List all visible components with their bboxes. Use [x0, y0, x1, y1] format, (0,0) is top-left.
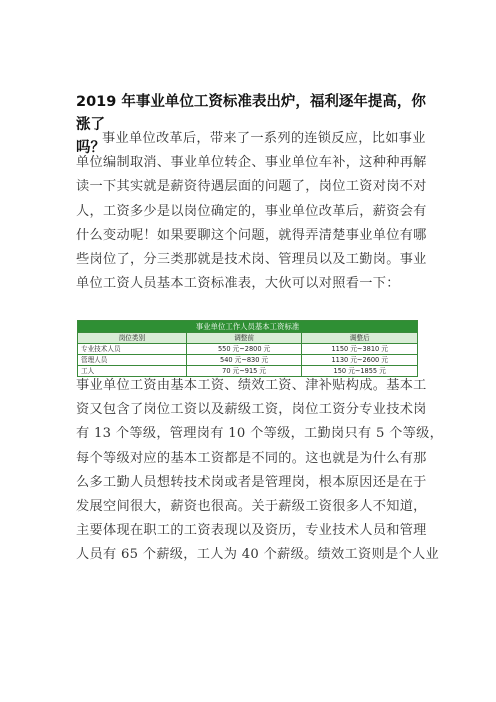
paragraph-line: 读一下其实就是薪资待遇层面的问题了，岗位工资对岗不对 — [76, 179, 427, 195]
table-cell: 1130 元~2600 元 — [302, 355, 418, 366]
paragraph-line: 主要体现在职工的工资表现以及资历，专业技术人员和管理 — [76, 523, 427, 539]
paragraph-line: 每个等级对应的基本工资都是不同的。这也就是为什么有那 — [76, 450, 427, 466]
table-row — [78, 344, 418, 355]
salary-standard-table — [77, 320, 418, 377]
paragraph-line: 人，工资多少是以岗位确定的，事业单位改革后，薪资会有 — [76, 203, 427, 219]
paragraph-line: 资又包含了岗位工资以及薪级工资，岗位工资分专业技术岗 — [76, 402, 427, 418]
paragraph-line: 些岗位了，分三类那就是技术岗、管理员以及工勤岗。事业 — [76, 252, 427, 268]
table-cell: 工人 — [78, 366, 187, 377]
paragraph-line: 什么变动呢！如果要聊这个问题，就得弄清楚事业单位有哪 — [76, 227, 427, 243]
paragraph-line: 么多工勤人员想转技术岗或者是管理岗，根本原因还是在于 — [76, 474, 427, 490]
paragraph-line: 事业单位工资由基本工资、绩效工资、津补贴构成。基本工 — [76, 378, 427, 393]
paragraph-line: 有 13 个等级，管理岗有 10 个等级，工勤岗只有 5 个等级， — [76, 426, 444, 442]
paragraph-line: 单位编制取消、事业单位转企、事业单位车补，这种种再解 — [76, 155, 427, 171]
intro-paragraph — [76, 127, 427, 296]
column-header: 调整前 — [186, 333, 302, 344]
table-caption: 事业单位工作人员基本工资标准 — [78, 321, 418, 333]
paragraph-line: 人员有 65 个薪级，工人为 40 个薪级。绩效工资则是个人业 — [76, 547, 439, 563]
title-line: 吗？ — [76, 140, 105, 156]
body-paragraph — [76, 374, 444, 568]
title-line: 2019 年事业单位工资标准表出炉，福利逐年提高，你涨了 — [76, 94, 426, 133]
paragraph-line: 事业单位改革后，带来了一系列的连锁反应，比如事业 — [102, 131, 426, 146]
table-cell: 540 元~830 元 — [186, 355, 302, 366]
paragraph-line: 单位工资人员基本工资标准表，大伙可以对照看一下： — [76, 276, 400, 292]
table-cell: 1150 元~3810 元 — [302, 344, 418, 355]
table-cell: 550 元~2800 元 — [186, 344, 302, 355]
paragraph-line: 发展空间很大，薪资也很高。关于薪级工资很多人不知道， — [76, 499, 427, 515]
table-cell: 150 元~1855 元 — [302, 366, 418, 377]
column-header: 调整后 — [302, 333, 418, 344]
table-cell: 70 元~915 元 — [186, 366, 302, 377]
table-cell: 管理人员 — [78, 355, 187, 366]
table-row — [78, 355, 418, 366]
column-header: 岗位类别 — [78, 333, 187, 344]
table-cell: 专业技术人员 — [78, 344, 187, 355]
